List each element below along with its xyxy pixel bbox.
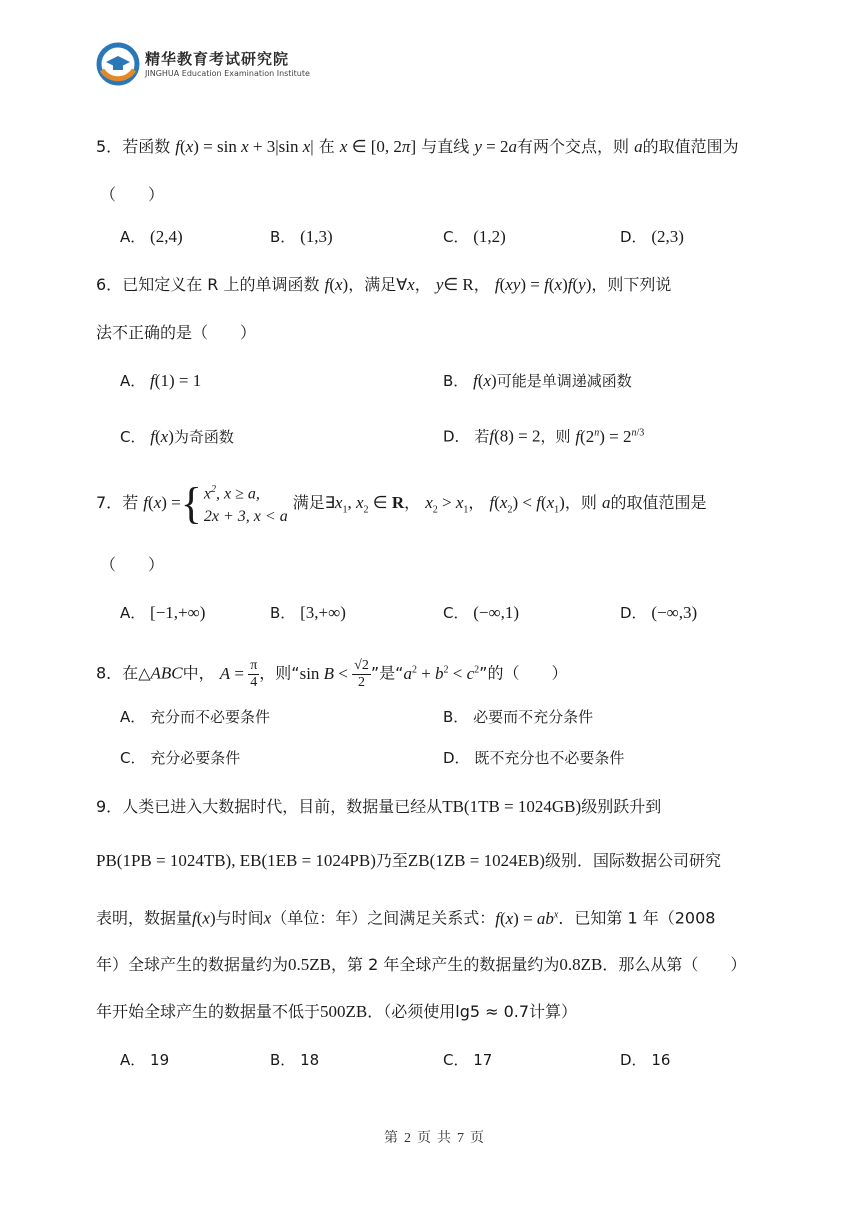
footer-text: 页 bbox=[470, 1131, 484, 1146]
q9-text: ．（必须使用lg5 ≈ 0.7计算） bbox=[367, 1002, 578, 1021]
brand-name: 精华教育考试研究院 bbox=[145, 50, 290, 68]
q9-text: ，第 2 年全球产生的数据量约为 bbox=[331, 955, 560, 974]
q9-formula: $f(x) = ab^x$ bbox=[495, 908, 559, 928]
q8-text: ”的（ ） bbox=[479, 663, 568, 683]
question-8-stem bbox=[96, 650, 567, 694]
q9-var-x: x bbox=[263, 908, 272, 928]
option-label: D． bbox=[443, 749, 470, 767]
option-label: A． bbox=[120, 708, 146, 726]
q9-unit: ZB(1ZB = 1024EB) bbox=[407, 851, 545, 870]
option-label: A． bbox=[120, 604, 146, 622]
q7-text: 若 bbox=[122, 493, 139, 512]
option-text: 若 bbox=[474, 427, 490, 446]
q9-fx: f(x) bbox=[192, 908, 216, 928]
q7-option-b[interactable] bbox=[270, 602, 346, 624]
question-9-line3 bbox=[96, 904, 715, 930]
option-label: B． bbox=[270, 604, 296, 622]
q8-option-b[interactable] bbox=[443, 706, 593, 728]
q9-text: 乃至 bbox=[375, 851, 408, 870]
option-value: 19 bbox=[150, 1051, 170, 1069]
q7-brace: { bbox=[180, 478, 202, 528]
option-label: A． bbox=[120, 372, 146, 390]
question-number: 7． bbox=[96, 493, 123, 512]
q6-option-d[interactable] bbox=[443, 422, 644, 448]
q6-var-y: y bbox=[435, 275, 444, 294]
q5-option-d[interactable] bbox=[620, 226, 684, 248]
page-footer bbox=[0, 1127, 868, 1147]
option-condition: f(8) = 2 bbox=[489, 426, 541, 446]
option-value: (−∞,3) bbox=[651, 603, 698, 622]
question-7-stem bbox=[96, 478, 706, 535]
q7-text: ， bbox=[468, 493, 485, 512]
option-label: B． bbox=[443, 372, 469, 390]
q9-text: 级别．国际数据公司研究 bbox=[544, 851, 721, 870]
option-text: ，则 bbox=[540, 427, 571, 446]
q9-value: 500ZB bbox=[320, 1002, 368, 1021]
q5-var-a: a bbox=[634, 137, 643, 156]
q8-angle: A = $\frac{\pi}{4}$ bbox=[219, 658, 258, 691]
q9-text: 表明，数据量 bbox=[96, 908, 193, 928]
option-label: C． bbox=[443, 1051, 469, 1069]
q9-text: （单位：年）之间满足关系式： bbox=[271, 908, 496, 928]
q9-text: 级别跃升到 bbox=[581, 797, 662, 816]
q7-text: 满足∃ bbox=[292, 493, 335, 512]
q8-text: ”是“ bbox=[370, 663, 404, 683]
q7-text: ，则 bbox=[564, 493, 597, 512]
q5-text: 在 bbox=[318, 137, 335, 156]
q7-var-a: a bbox=[601, 493, 611, 512]
option-label: C． bbox=[443, 228, 469, 246]
question-9-line4 bbox=[96, 954, 746, 976]
q9-text: 人类已进入大数据时代，目前，数据量已经从 bbox=[122, 797, 443, 816]
question-number: 5． bbox=[96, 137, 123, 156]
page-total: 7 bbox=[457, 1131, 464, 1146]
q8-triangle: ABC bbox=[150, 663, 183, 683]
q5-answer-paren: （ ） bbox=[100, 185, 165, 204]
question-number: 6． bbox=[96, 275, 123, 294]
option-label: B． bbox=[443, 708, 469, 726]
footer-text: 共 bbox=[437, 1131, 451, 1146]
option-label: A． bbox=[120, 1051, 146, 1069]
q9-unit: PB(1PB = 1024TB), EB(1EB = 1024PB) bbox=[96, 851, 376, 870]
option-text: 可能是单调递减函数 bbox=[496, 372, 632, 390]
q5-text: 若函数 bbox=[122, 137, 171, 156]
question-number: 8． bbox=[96, 663, 123, 683]
q6-in-r: ∈ R bbox=[443, 275, 474, 294]
question-9-line5 bbox=[96, 1001, 577, 1023]
q8-inequality: $a^2 + b^2 < c^2$ bbox=[403, 663, 480, 683]
option-value: (1,3) bbox=[300, 227, 333, 246]
institute-logo-icon bbox=[96, 42, 140, 86]
option-label: D． bbox=[620, 604, 647, 622]
q9-option-c[interactable] bbox=[443, 1049, 492, 1071]
q7-option-c[interactable] bbox=[443, 602, 519, 624]
option-label: C． bbox=[120, 428, 146, 446]
option-value: [−1,+∞) bbox=[150, 603, 206, 622]
q6-text: ，则下列说 bbox=[591, 275, 672, 294]
q7-exists: $x_1$, $x_2$ ∈ R bbox=[334, 493, 405, 516]
option-label: D． bbox=[620, 228, 647, 246]
option-result: $f(2^n) = 2^{n/3}$ bbox=[575, 426, 645, 446]
question-9-line2 bbox=[96, 850, 721, 872]
q8-condition: sin B < $\frac{√2}{2}$ bbox=[299, 658, 369, 691]
q9-option-d[interactable] bbox=[620, 1049, 670, 1071]
option-text: 充分必要条件 bbox=[150, 749, 241, 767]
q6-var-x: x bbox=[407, 275, 415, 294]
q7-piecewise: $x^2$, x ≥ a, 2x + 3, x < a bbox=[203, 484, 288, 525]
page-number: 2 bbox=[404, 1131, 411, 1146]
option-value: 18 bbox=[300, 1051, 320, 1069]
option-fx: f(x) bbox=[150, 427, 174, 446]
q9-text: 与时间 bbox=[215, 908, 264, 928]
q6-text: ， bbox=[473, 275, 490, 294]
q8-text: 在△ bbox=[122, 663, 151, 683]
q6-text: ，满足∀ bbox=[348, 275, 408, 294]
q9-text: ．那么从第（ ） bbox=[602, 955, 747, 974]
q9-text: ．已知第 1 年（2008 bbox=[558, 908, 716, 928]
question-number: 9． bbox=[96, 797, 123, 816]
q5-option-b[interactable] bbox=[270, 226, 333, 248]
option-label: C． bbox=[120, 749, 146, 767]
q7-option-d[interactable] bbox=[620, 602, 697, 624]
option-fx: f(x) bbox=[473, 371, 497, 390]
option-value: (1,2) bbox=[473, 227, 506, 246]
option-text: 必要而不充分条件 bbox=[473, 708, 594, 726]
option-text: 为奇函数 bbox=[173, 428, 234, 446]
q8-option-a[interactable] bbox=[120, 706, 270, 728]
q6-functional-equation: f(xy) = f(x)f(y) bbox=[494, 275, 592, 294]
q5-text: 有两个交点，则 bbox=[516, 137, 629, 156]
option-value: 16 bbox=[651, 1051, 671, 1069]
q5-function: f(x) = sin x + 3|sin x| bbox=[175, 137, 314, 156]
q8-text: 中， bbox=[182, 663, 215, 683]
q8-option-c[interactable] bbox=[120, 747, 240, 769]
q7-cond2: $f(x_2) < f(x_1)$ bbox=[489, 493, 565, 516]
option-value: 17 bbox=[473, 1051, 493, 1069]
q5-text: 的取值范围为 bbox=[642, 137, 739, 156]
option-value: f(1) = 1 bbox=[150, 371, 202, 390]
q9-text: 年开始全球产生的数据量不低于 bbox=[96, 1002, 321, 1021]
option-label: D． bbox=[620, 1051, 647, 1069]
q7-answer-paren: （ ） bbox=[100, 555, 165, 574]
q7-text: 的取值范围是 bbox=[610, 493, 707, 512]
q9-unit: TB(1TB = 1024GB) bbox=[442, 797, 582, 816]
q5-domain: x ∈ [0, 2π] bbox=[339, 137, 417, 156]
option-text: 既不充分也不必要条件 bbox=[474, 749, 625, 767]
option-text: 充分而不必要条件 bbox=[150, 708, 271, 726]
q7-fx: f(x) = bbox=[143, 493, 181, 512]
q9-option-a[interactable] bbox=[120, 1049, 169, 1071]
option-label: D． bbox=[443, 427, 470, 446]
question-6-line2: 法不正确的是（ ） bbox=[96, 323, 257, 342]
q8-text: ，则“ bbox=[259, 663, 300, 683]
option-value: (2,4) bbox=[150, 227, 183, 246]
q7-option-a[interactable] bbox=[120, 602, 205, 624]
brand-subtitle: JINGHUA Education Examination Institute bbox=[145, 69, 310, 78]
q9-value: 0.8ZB bbox=[559, 955, 603, 974]
option-label: B． bbox=[270, 228, 296, 246]
option-label: B． bbox=[270, 1051, 296, 1069]
q7-text: ， bbox=[404, 493, 421, 512]
q5-option-a[interactable] bbox=[120, 226, 183, 248]
q5-option-c[interactable] bbox=[443, 226, 506, 248]
q6-fx: f(x) bbox=[324, 275, 349, 294]
option-label: C． bbox=[443, 604, 469, 622]
q6-option-a[interactable] bbox=[120, 370, 201, 392]
q7-cond1: $x_2 > x_1$ bbox=[425, 493, 469, 516]
q8-option-d[interactable] bbox=[443, 747, 624, 769]
question-5-stem bbox=[96, 136, 739, 158]
option-label: A． bbox=[120, 228, 146, 246]
option-value: [3,+∞) bbox=[300, 603, 346, 622]
q6-option-b[interactable] bbox=[443, 370, 632, 392]
option-value: (−∞,1) bbox=[473, 603, 520, 622]
question-9-line1 bbox=[96, 796, 661, 818]
q6-text: 已知定义在 R 上的单调函数 bbox=[122, 275, 320, 294]
q5-text: 与直线 bbox=[421, 137, 470, 156]
q9-option-b[interactable] bbox=[270, 1049, 319, 1071]
q9-value: 0.5ZB bbox=[288, 955, 331, 974]
q6-option-c[interactable] bbox=[120, 426, 234, 448]
q5-line: y = 2a bbox=[474, 137, 517, 156]
question-6-stem bbox=[96, 274, 671, 296]
footer-text: 第 bbox=[384, 1131, 398, 1146]
footer-text: 页 bbox=[417, 1131, 431, 1146]
q6-text: ， bbox=[414, 275, 431, 294]
q9-text: 年）全球产生的数据量约为 bbox=[96, 955, 289, 974]
option-value: (2,3) bbox=[651, 227, 684, 246]
